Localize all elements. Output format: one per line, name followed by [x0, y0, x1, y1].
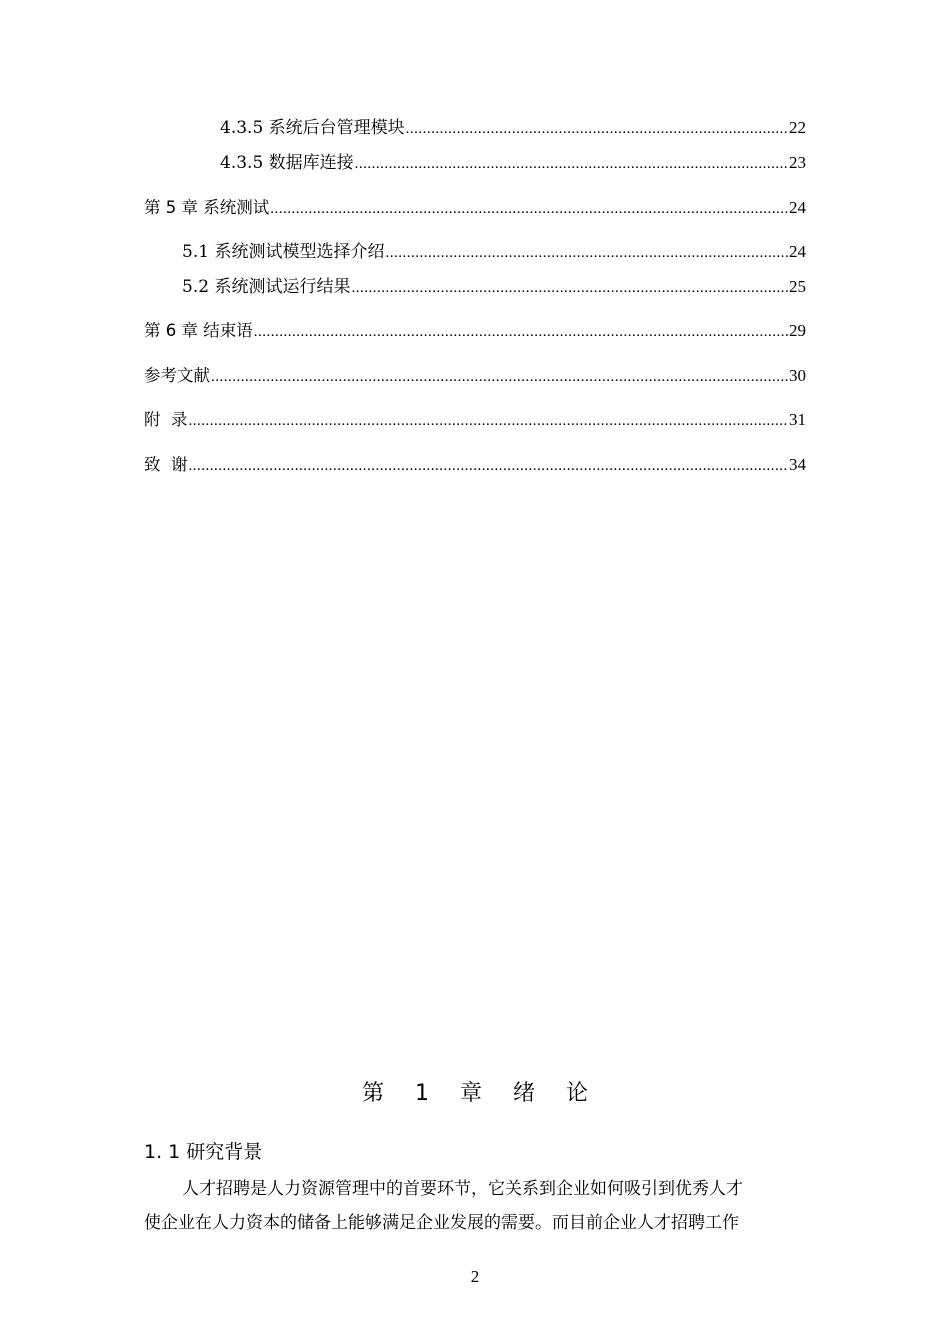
toc-entry-page: 23 [789, 153, 806, 172]
toc-entry-page: 34 [789, 455, 806, 474]
toc-leader [355, 153, 788, 175]
toc-entry[interactable] [182, 276, 806, 298]
toc-leader [211, 366, 788, 388]
toc-entry[interactable] [144, 320, 806, 342]
toc-entry-page: 31 [789, 410, 806, 429]
toc-entry-title: 4.3.5 系统后台管理模块 [220, 118, 405, 138]
toc-entry-title: 第 5 章 系统测试 [144, 198, 270, 217]
toc-leader [189, 410, 789, 432]
toc-leader [406, 118, 788, 140]
paragraph-line: 使企业在人力资本的储备上能够满足企业发展的需要。而目前企业人才招聘工作 [144, 1213, 739, 1233]
paragraph-line: 人才招聘是人力资源管理中的首要环节，它关系到企业如何吸引到优秀人才 [182, 1179, 743, 1199]
toc-entry-page: 24 [789, 198, 806, 217]
toc-entry[interactable] [144, 197, 806, 219]
toc-leader [351, 277, 788, 299]
page-number: 2 [470, 1267, 480, 1286]
toc-leader [270, 198, 788, 220]
toc-entry-page: 29 [789, 321, 806, 340]
toc-entry-page: 30 [789, 366, 806, 385]
toc-entry-title: 5.2 系统测试运行结果 [182, 277, 351, 297]
toc-entry[interactable] [144, 454, 806, 476]
body-paragraph [144, 1172, 806, 1240]
toc-entry-title: 附 录 [144, 410, 188, 429]
toc-entry-title: 5.1 系统测试模型选择介绍 [182, 242, 385, 262]
toc-entry[interactable] [144, 409, 806, 431]
toc-entry[interactable] [220, 117, 806, 139]
toc-leader [254, 321, 788, 343]
toc-entry-title: 第 6 章 结束语 [144, 321, 253, 340]
toc-entry-title: 参考文献 [144, 366, 210, 385]
toc-entry[interactable] [144, 365, 806, 387]
toc-leader [189, 455, 789, 477]
toc-entry-page: 24 [789, 242, 806, 261]
toc-entry-page: 25 [789, 277, 806, 296]
toc-entry[interactable] [220, 152, 806, 174]
toc-entry-page: 22 [789, 118, 806, 137]
chapter-title: 第 1 章 绪 论 [362, 1081, 600, 1106]
section-title: 1. 1 研究背景 [144, 1141, 263, 1163]
toc-leader [385, 242, 788, 264]
toc-entry-title: 4.3.5 数据库连接 [220, 153, 354, 173]
toc-entry[interactable] [182, 241, 806, 263]
toc-entry-title: 致 谢 [144, 455, 188, 474]
